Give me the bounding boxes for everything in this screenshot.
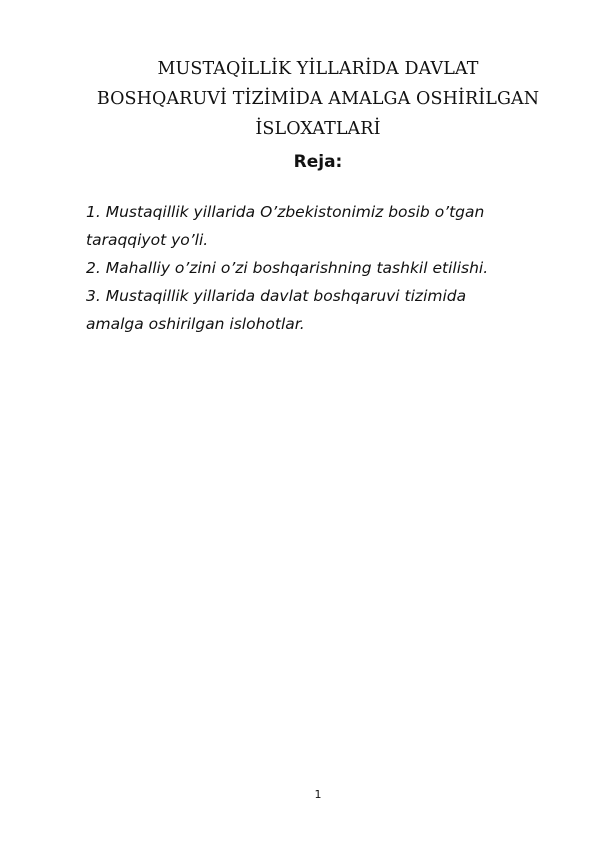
title-line: İSLOXATLARİ: [255, 119, 381, 139]
plan-list: [86, 198, 556, 338]
plan-item: [86, 198, 556, 254]
plan-item-line: 2. Mahalliy o’zini o’zi boshqarishning tashkil etilishi.: [86, 259, 489, 277]
page-title: [70, 54, 566, 144]
plan-item: [86, 254, 556, 282]
plan-item-line: 1. Mustaqillik yillarida O’zbekistonimiz bosib o’tgan: [86, 203, 485, 221]
title-line: BOSHQARUVİ TİZİMİDA AMALGA OSHİRİLGAN: [96, 89, 540, 109]
plan-item-line: 3. Mustaqillik yillarida davlat boshqaruvi tizimida: [86, 287, 467, 305]
plan-item-line: taraqqiyot yo’li.: [86, 231, 209, 249]
page-number: 1: [314, 788, 322, 801]
title-line: MUSTAQİLLİK YİLLARİDA DAVLAT: [157, 59, 479, 79]
plan-item-line: amalga oshirilgan islohotlar.: [86, 315, 305, 333]
plan-item: [86, 282, 556, 338]
plan-heading: Reja:: [293, 152, 343, 172]
